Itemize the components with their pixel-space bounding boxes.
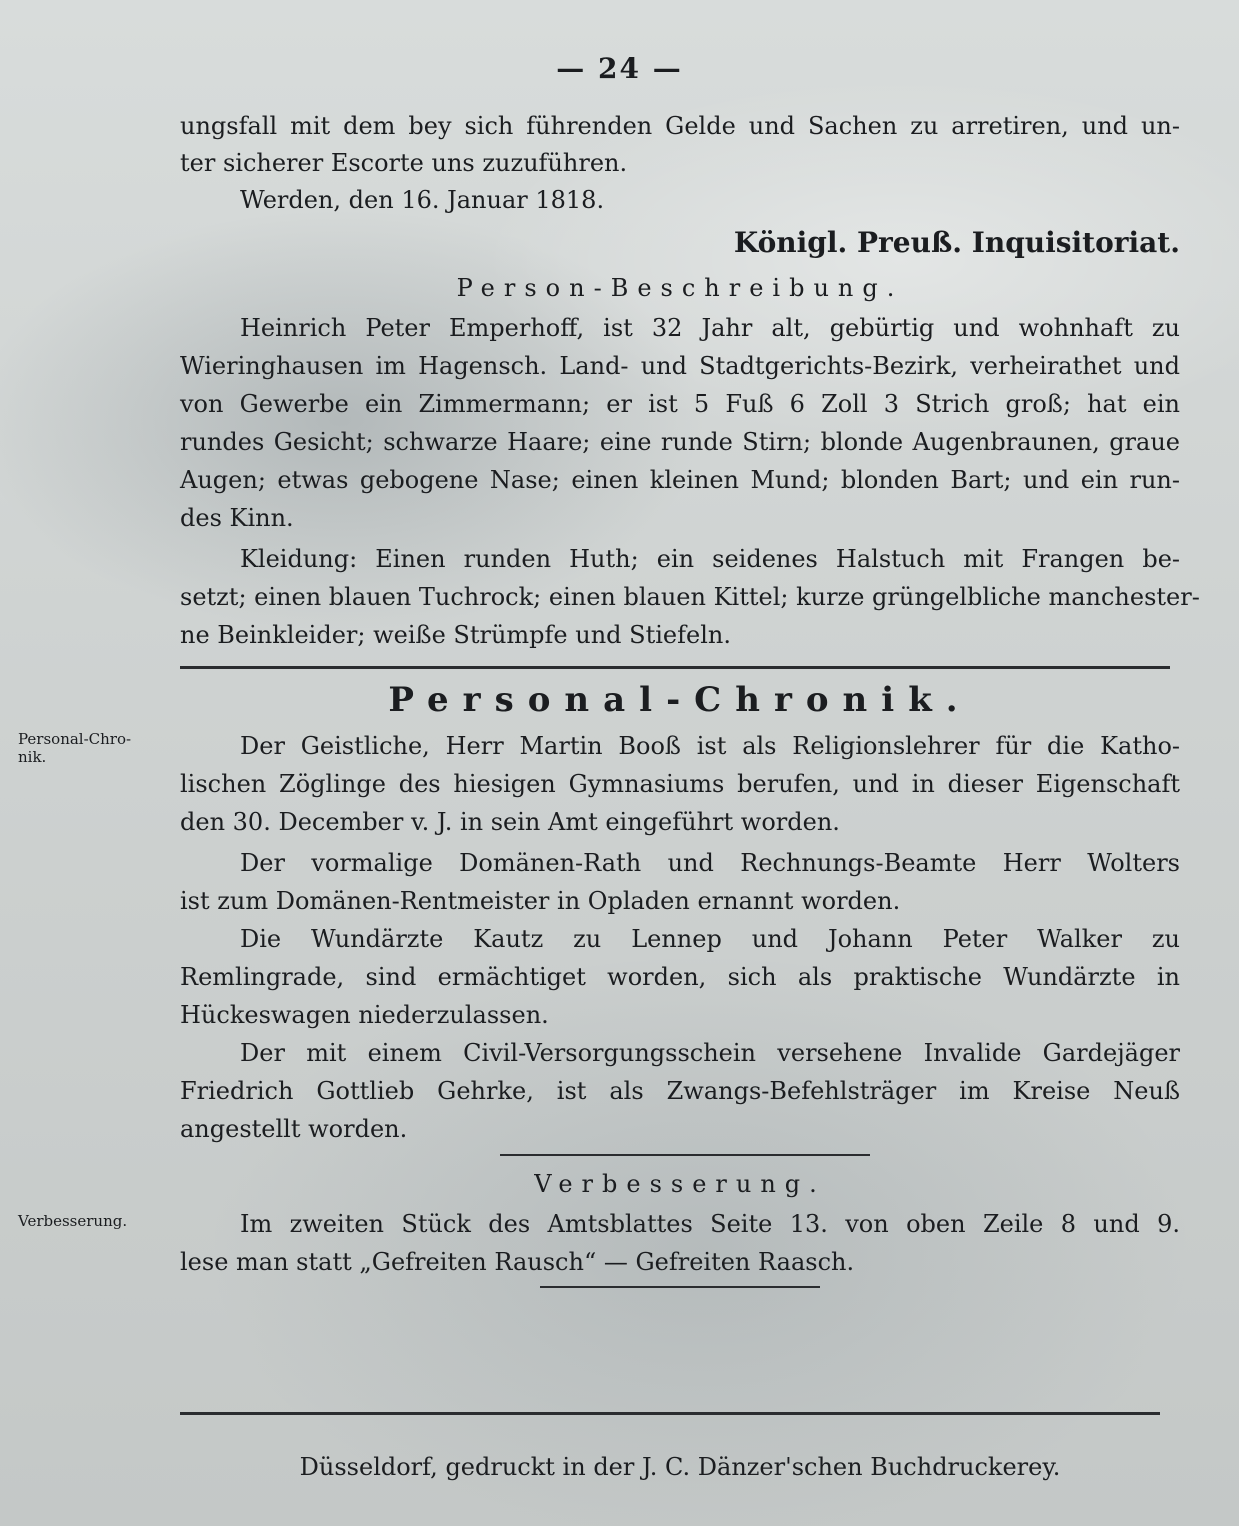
footer-divider	[180, 1412, 1160, 1415]
description-line-5: Augen; etwas gebogene Nase; einen kleinen Mund; blonden Bart; und ein run-	[180, 466, 1180, 494]
intro-line-2: ter sicherer Escorte uns zuzuführen.	[180, 149, 628, 177]
dateline: Werden, den 16. Januar 1818.	[240, 186, 605, 214]
short-divider-bottom	[540, 1286, 820, 1288]
chronicle-p3-line-2: Remlingrade, sind ermächtiget worden, sich als praktische Wundärzte in	[180, 963, 1180, 991]
chronicle-p1-line-1: Der Geistliche, Herr Martin Booß ist als Religionslehrer für die Katho-	[240, 732, 1180, 760]
chronicle-p3-line-3: Hückeswagen niederzulassen.	[180, 1001, 549, 1029]
chronicle-p2-line-1: Der vormalige Domänen-Rath und Rechnungs-Beamte Herr Wolters	[240, 849, 1180, 877]
chronicle-p1-line-2: lischen Zöglinge des hiesigen Gymnasiums berufen, und in dieser Eigenschaft	[180, 770, 1180, 798]
description-line-2: Wieringhausen im Hagensch. Land- und Stadtgerichts-Bezirk, verheirathet und	[180, 352, 1180, 380]
chronicle-p4-line-1: Der mit einem Civil-Versorgungsschein versehene Invalide Gardejäger	[240, 1039, 1180, 1067]
chronicle-p2-line-2: ist zum Domänen-Rentmeister in Opladen ernannt worden.	[180, 887, 901, 915]
clothing-line-3: ne Beinkleider; weiße Strümpfe und Stiefeln.	[180, 621, 731, 649]
chronicle-title: Personal-Chronik.	[388, 680, 972, 720]
description-heading: Person-Beschreibung.	[456, 274, 904, 302]
margin-label-correction: Verbesserung.	[18, 1212, 128, 1230]
description-line-1: Heinrich Peter Emperhoff, ist 32 Jahr alt, gebürtig und wohnhaft zu	[240, 314, 1180, 342]
correction-heading: Verbesserung.	[534, 1170, 826, 1198]
signature: Königl. Preuß. Inquisitoriat.	[733, 226, 1180, 259]
clothing-line-2: setzt; einen blauen Tuchrock; einen blauen Kittel; kurze grüngelbliche manchester-	[180, 583, 1200, 611]
correction-line-1: Im zweiten Stück des Amtsblattes Seite 13. von oben Zeile 8 und 9.	[240, 1210, 1180, 1238]
chronicle-p4-line-2: Friedrich Gottlieb Gehrke, ist als Zwangs-Befehlsträger im Kreise Neuß	[180, 1077, 1180, 1105]
correction-line-2: lese man statt „Gefreiten Rausch“ — Gefreiten Raasch.	[180, 1248, 855, 1276]
margin-label-chronicle: Personal-Chro- nik.	[18, 730, 132, 766]
description-line-3: von Gewerbe ein Zimmermann; er ist 5 Fuß 6 Zoll 3 Strich groß; hat ein	[180, 390, 1180, 418]
short-divider-top	[500, 1154, 870, 1156]
chronicle-p1-line-3: den 30. December v. J. in sein Amt eingeführt worden.	[180, 808, 840, 836]
page-number: — 24 —	[556, 52, 683, 85]
printer-imprint: Düsseldorf, gedruckt in der J. C. Dänzer'schen Buchdruckerey.	[299, 1453, 1061, 1481]
chronicle-p3-line-1: Die Wundärzte Kautz zu Lennep und Johann Peter Walker zu	[240, 925, 1180, 953]
section-divider	[180, 666, 1170, 669]
description-line-4: rundes Gesicht; schwarze Haare; eine runde Stirn; blonde Augenbraunen, graue	[180, 428, 1180, 456]
chronicle-p4-line-3: angestellt worden.	[180, 1115, 408, 1143]
clothing-line-1: Kleidung: Einen runden Huth; ein seidenes Halstuch mit Frangen be-	[240, 545, 1180, 573]
intro-line-1: ungsfall mit dem bey sich führenden Gelde und Sachen zu arretiren, und un-	[180, 112, 1180, 140]
description-line-6: des Kinn.	[180, 504, 294, 532]
